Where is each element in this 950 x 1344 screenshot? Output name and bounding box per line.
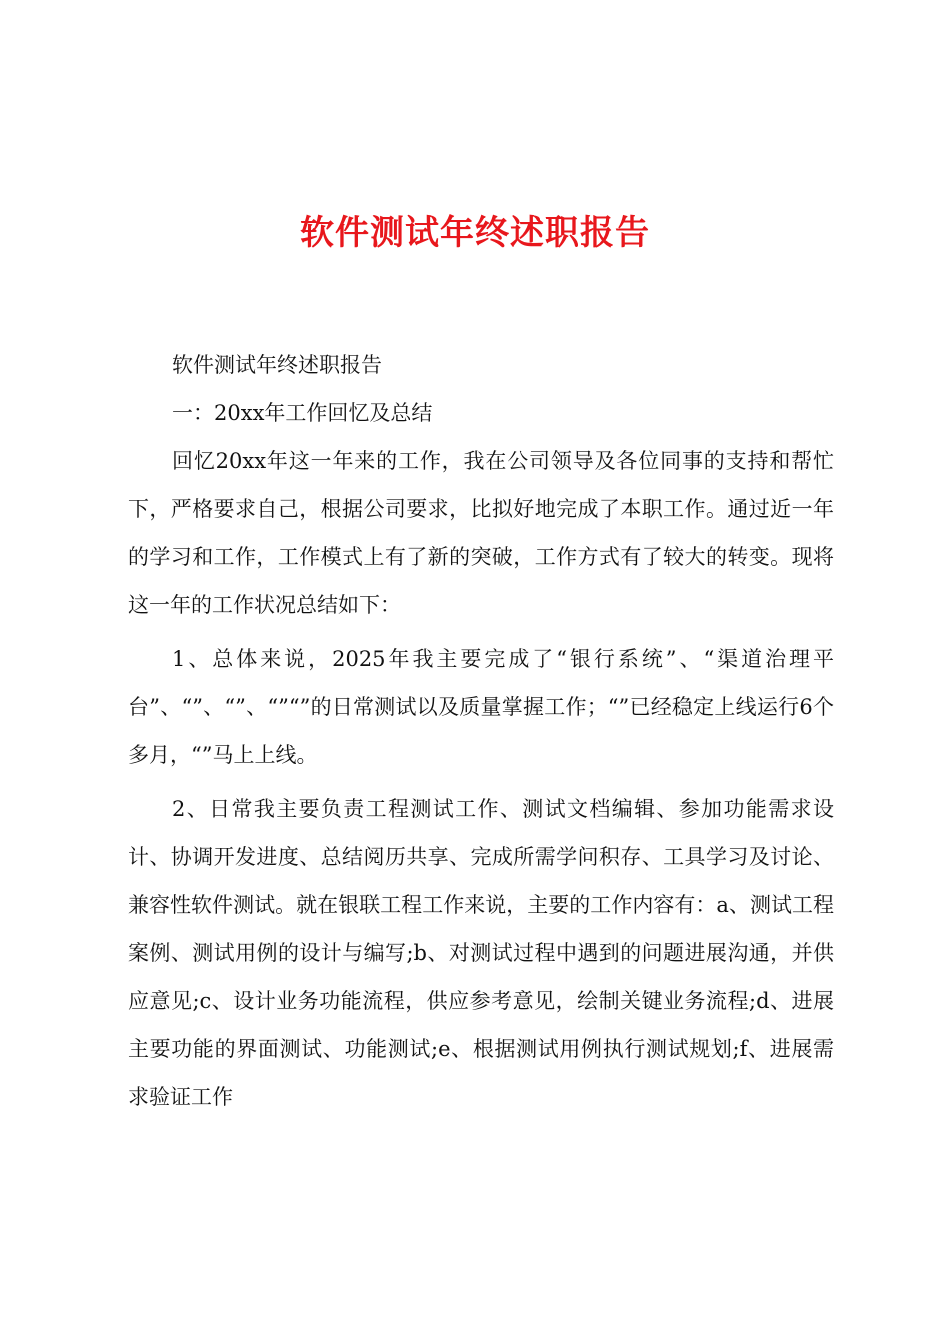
paragraph-item-1: 1、总体来说，2025年我主要完成了“银行系统”、“渠道治理平台”、“”、“”、“”“”的日常测试以及质量掌握工作；“”已经稳定上线运行6个多月，“”马上上线。 xyxy=(128,647,834,767)
paragraph-section-title: 一：20xx年工作回忆及总结 xyxy=(172,401,433,425)
document-title: 软件测试年终述职报告 xyxy=(300,213,650,253)
paragraph-review: 回忆20xx年这一年来的工作，我在公司领导及各位同事的支持和帮忙下，严格要求自己，根据公司要求，比拟好地完成了本职工作。通过近一年的学习和工作，工作模式上有了新的突破，工作方式有了较大的转变。现将这一年的工作状况总结如下： xyxy=(128,449,834,617)
paragraph-item-2: 2、日常我主要负责工程测试工作、测试文档编辑、参加功能需求设计、协调开发进度、总结阅历共享、完成所需学问积存、工具学习及讨论、兼容性软件测试。就在银联工程工作来说，主要的工作内容有：a、测试工程案例、测试用例的设计与编写;b、对测试过程中遇到的问题进展沟通，并供应意见;c、设计业务功能流程，供应参考意见，绘制关键业务流程;d、进展主要功能的界面测试、功能测试;e、根据测试用例执行测试规划;f、进展需求验证工作 xyxy=(128,797,834,1109)
document-body xyxy=(128,341,834,1121)
paragraph-heading: 软件测试年终述职报告 xyxy=(172,353,382,377)
